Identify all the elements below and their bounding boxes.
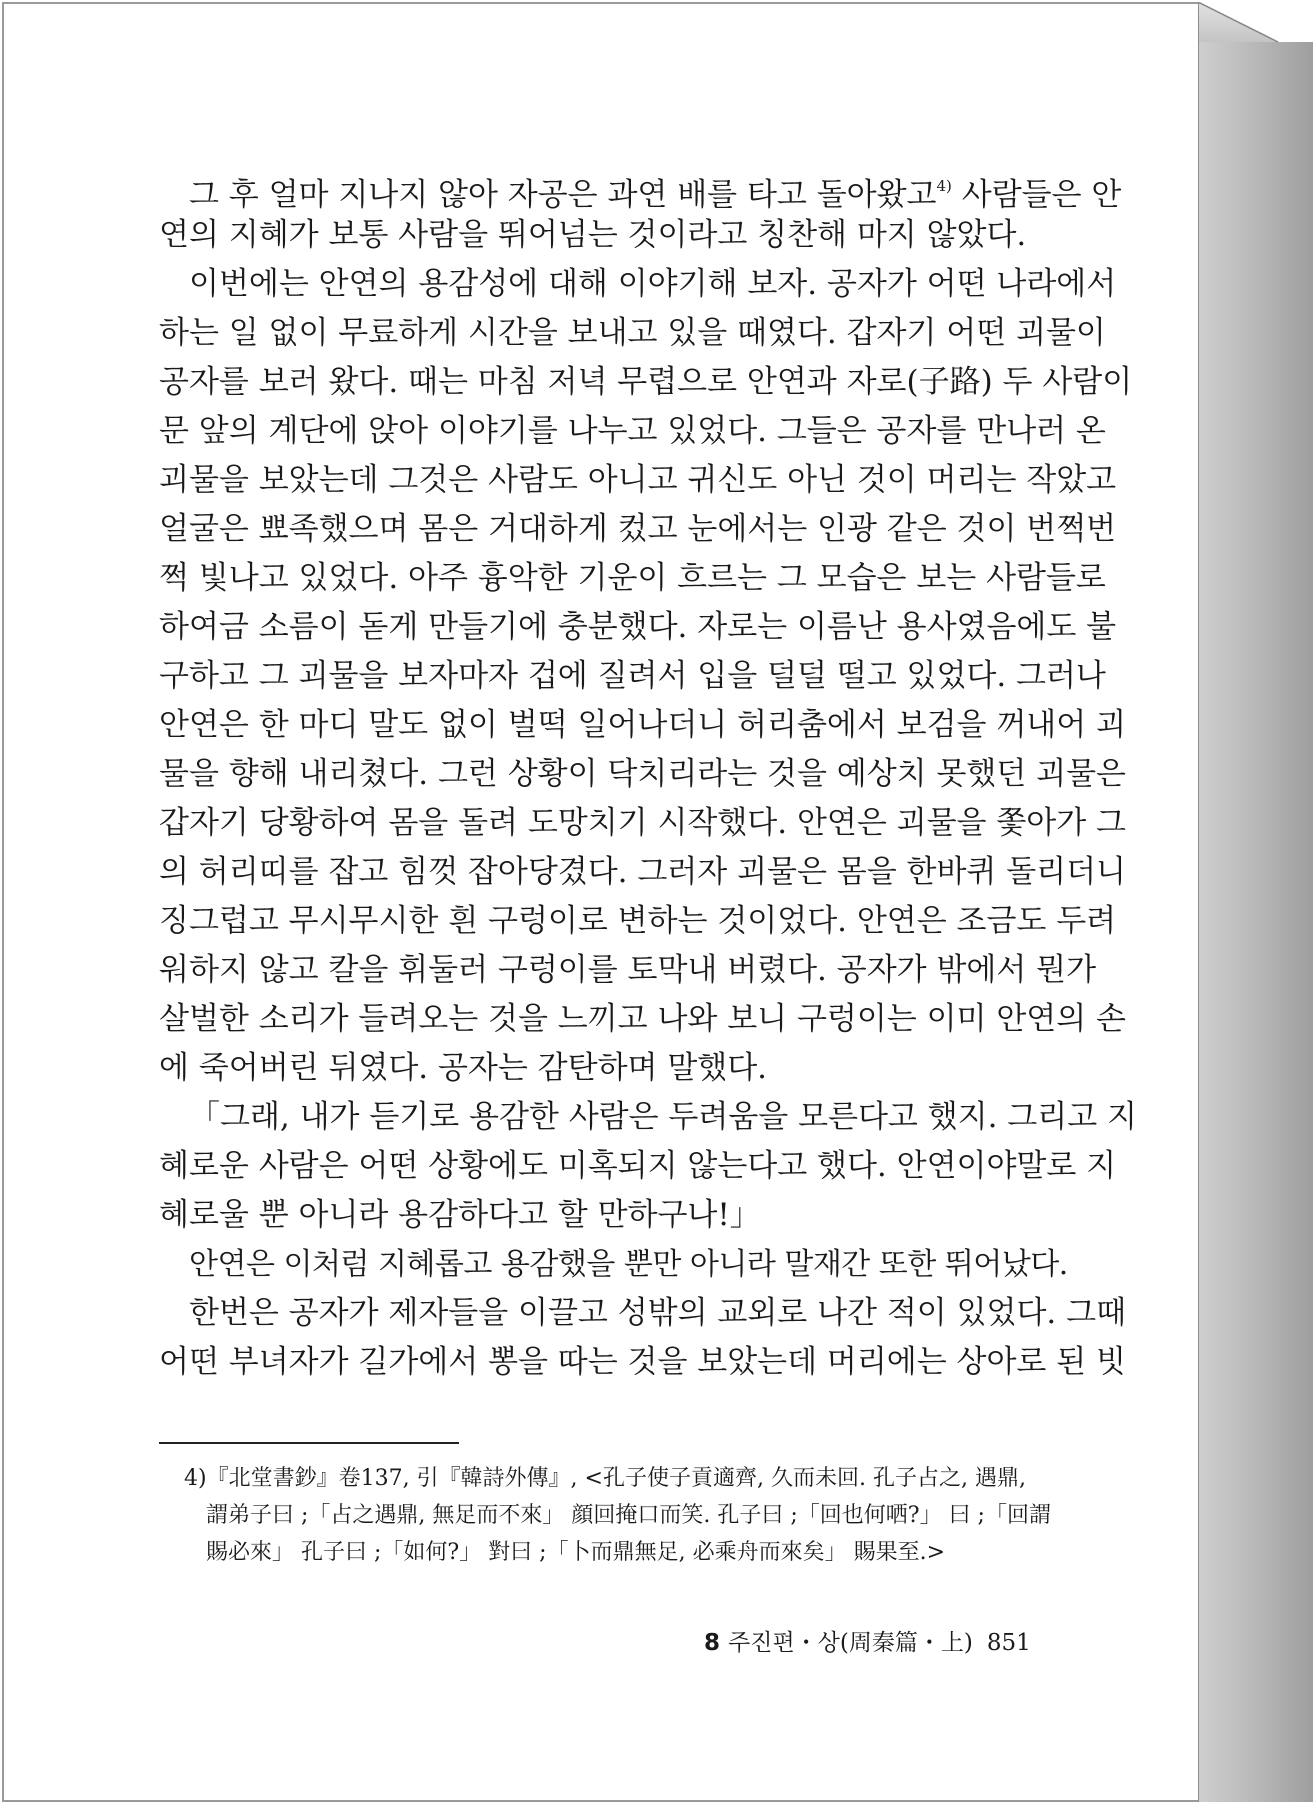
page-number: 851	[986, 1630, 1031, 1656]
text-line: 연의 지혜가 보통 사람을 뛰어넘는 것이라고 칭찬해 마지 않았다.	[159, 217, 1027, 253]
book-page	[2, 2, 1200, 1802]
text-line: 하여금 소름이 돋게 만들기에 충분했다. 자로는 이름난 용사였음에도 불	[159, 609, 1117, 645]
footnote-line: 4)『北堂書鈔』卷137, 引『韓詩外傳』, <孔子使子貢適齊, 久而未回. 孔子占之, 遇鼎,	[184, 1466, 1026, 1491]
text-line: 워하지 않고 칼을 휘둘러 구렁이를 토막내 버렸다. 공자가 밖에서 뭔가	[159, 952, 1097, 988]
text-line: 그 후 얼마 지나지 않아 자공은 과연 배를 타고 돌아왔고$^{4)}$ 사람들은 안	[189, 177, 1122, 213]
text-line: 이번에는 안연의 용감성에 대해 이야기해 보자. 공자가 어떤 나라에서	[189, 266, 1117, 302]
footnote-marker: 4)	[936, 177, 952, 195]
text-line: 에 죽어버린 뒤였다. 공자는 감탄하며 말했다.	[159, 1050, 768, 1086]
text-line: 쩍 빛나고 있었다. 아주 흉악한 기운이 흐르는 그 모습은 보는 사람들로	[159, 560, 1106, 596]
text-line: 갑자기 당황하여 몸을 돌려 도망치기 시작했다. 안연은 괴물을 쫓아가 그	[159, 805, 1126, 841]
text-line: 징그럽고 무시무시한 흰 구렁이로 변하는 것이었다. 안연은 조금도 두려	[159, 903, 1117, 939]
quote-line: 「그래, 내가 듣기로 용감한 사람은 두려움을 모른다고 했지. 그리고 지	[189, 1099, 1137, 1135]
text-line: 한번은 공자가 제자들을 이끌고 성밖의 교외로 나간 적이 있었다. 그때	[189, 1295, 1127, 1331]
text-line: 안연은 한 마디 말도 없이 벌떡 일어나더니 허리춤에서 보검을 꺼내어 괴	[159, 707, 1126, 743]
quote-line: 혜로울 뿐 아니라 용감하다고 할 만하구나!」	[159, 1197, 761, 1233]
page-footer	[704, 1624, 1031, 1657]
text-line: 하는 일 없이 무료하게 시간을 보내고 있을 때였다. 갑자기 어떤 괴물이	[159, 315, 1106, 351]
book-edge-shading	[1198, 2, 1313, 1802]
footnote-line: 謂弟子曰 ;「占之遇鼎, 無足而不來」 顔回掩口而笑. 孔子曰 ;「回也何哂?」 曰 ;「回謂	[206, 1503, 1051, 1528]
text-line: 괴물을 보았는데 그것은 사람도 아니고 귀신도 아닌 것이 머리는 작았고	[159, 462, 1117, 498]
footnote	[184, 1460, 1064, 1571]
text-line: 물을 향해 내리쳤다. 그런 상황이 닥치리라는 것을 예상치 못했던 괴물은	[159, 756, 1126, 792]
quote-line: 혜로운 사람은 어떤 상황에도 미혹되지 않는다고 했다. 안연이야말로 지	[159, 1148, 1117, 1184]
chapter-number: 8	[704, 1630, 721, 1656]
text-line: 구하고 그 괴물을 보자마자 겁에 질려서 입을 덜덜 떨고 있었다. 그러나	[159, 658, 1106, 694]
text-line: 얼굴은 뾰족했으며 몸은 거대하게 컸고 눈에서는 인광 같은 것이 번쩍번	[159, 511, 1117, 547]
text-line: 어떤 부녀자가 길가에서 뽕을 따는 것을 보았는데 머리에는 상아로 된 빗	[159, 1344, 1126, 1380]
text-line: 의 허리띠를 잡고 힘껏 잡아당겼다. 그러자 괴물은 몸을 한바퀴 돌리더니	[159, 854, 1126, 890]
text-line: 살벌한 소리가 들려오는 것을 느끼고 나와 보니 구렁이는 이미 안연의 손	[159, 1001, 1126, 1037]
body-text	[159, 162, 1137, 1387]
footnote-line: 賜必來」 孔子曰 ;「如何?」 對曰 ;「卜而鼎無足, 必乘舟而來矣」 賜果至.>	[206, 1540, 946, 1565]
chapter-title: 주진편・상(周秦篇・上)	[728, 1630, 973, 1656]
text-line: 공자를 보러 왔다. 때는 마침 저녁 무렵으로 안연과 자로(子路) 두 사람이	[159, 364, 1133, 400]
text-line: 문 앞의 계단에 앉아 이야기를 나누고 있었다. 그들은 공자를 만나러 온	[159, 413, 1106, 449]
text-line: 안연은 이처럼 지혜롭고 용감했을 뿐만 아니라 말재간 또한 뛰어났다.	[189, 1247, 1068, 1282]
footnote-divider	[159, 1442, 459, 1444]
